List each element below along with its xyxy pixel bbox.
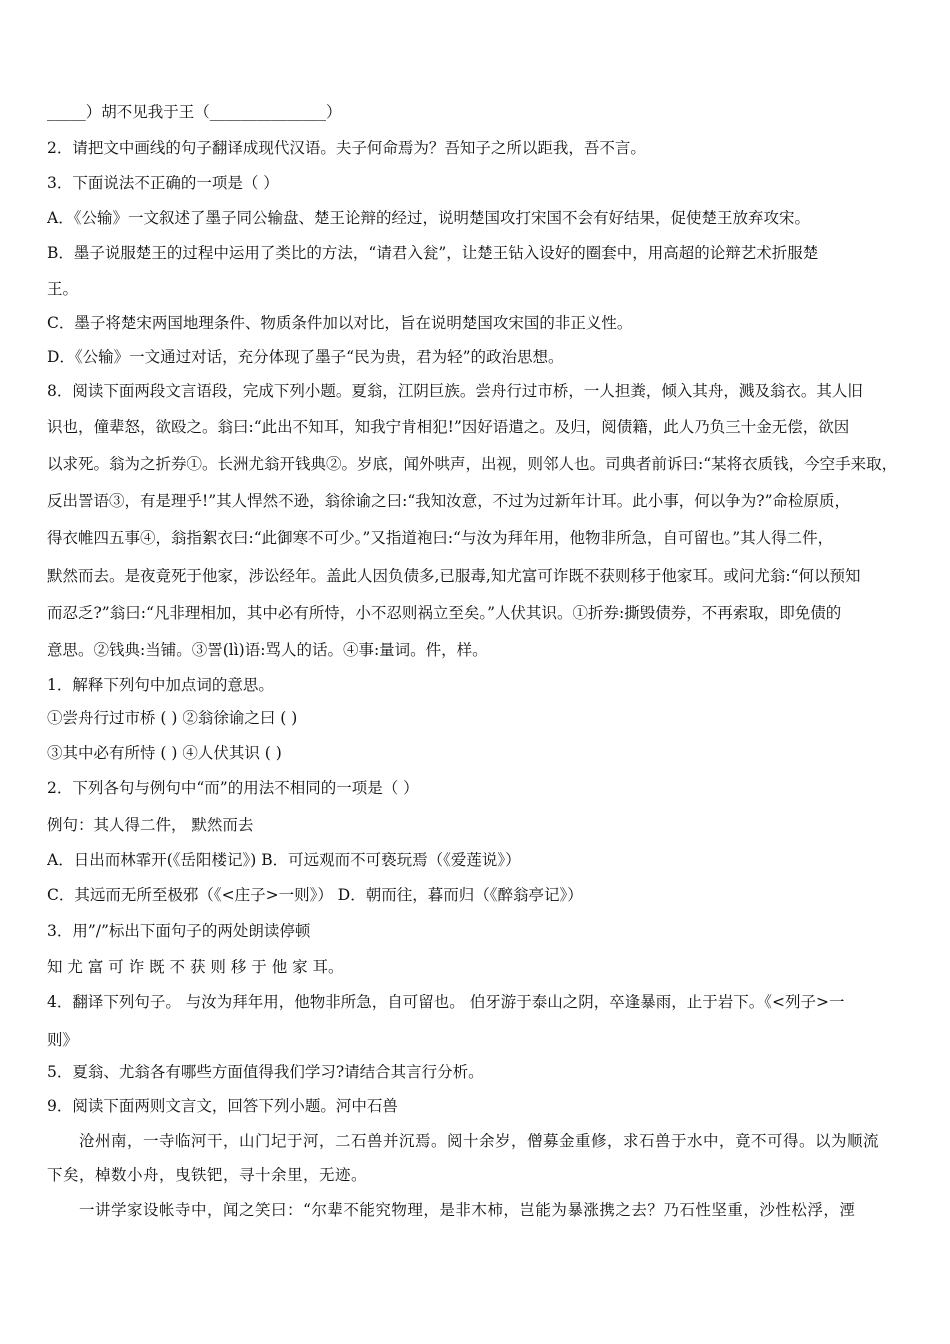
sub-question-2-line: 2．下列各句与例句中“而”的用法不相同的一项是（ ） — [47, 779, 419, 797]
choice-ab-line: A．日出而林霏开(《岳阳楼记》) B．可远观而不可亵玩焉（《爱莲说》） — [47, 851, 521, 869]
passage-8-line: 意思。②钱典:当铺。③詈(lì)语:骂人的话。④事:量词。件，样。 — [47, 641, 488, 659]
sub-question-3-line: 3．用”/”标出下面句子的两处朗读停顿 — [47, 922, 311, 940]
text-line: _____）胡不见我于王（_______________） — [47, 103, 342, 121]
option-b-line: B．墨子说服楚王的过程中运用了类比的方法，“请君入瓮”，让楚王钻入设好的圈套中，用高超的论辩艺术折服楚 — [47, 244, 819, 262]
sub-question-1-line: 1．解释下列句中加点词的意思。 — [47, 676, 274, 694]
question-2-line: 2．请把文中画线的句子翻译成现代汉语。夫子何命焉为？吾知子之所以距我，吾不言。 — [47, 139, 646, 157]
passage-9-line: 下矣，棹数小舟，曳铁钯，寻十余里，无迹。 — [47, 1166, 368, 1184]
passage-9-line: 一讲学家设帐寺中，闻之笑曰：“尔辈不能究物理，是非木柿，岂能为暴涨携之去？乃石性坚重，沙性松浮，湮 — [79, 1201, 856, 1219]
passage-8-line: 识也，僮辈怒，欲殴之。翁曰:“此出不知耳，知我宁肯相犯!”因好语遣之。及归，阅债籍，此人乃负三十金无偿，欲因 — [47, 418, 850, 436]
option-a-line: A．《公输》一文叙述了墨子同公输盘、楚王论辩的经过，说明楚国攻打宋国不会有好结果，促使楚王放弃攻宋。 — [47, 209, 810, 227]
passage-8-line: 得衣帷四五事④，翁指絮衣曰:“此御寒不可少。”又指道袍曰:“与汝为拜年用，他物非所急，自可留也。”其人得二件， — [47, 529, 834, 547]
passage-8-line: 以求死。翁为之折券①。长洲尤翁开钱典②。岁底，闻外哄声，出视，则邻人也。司典者前诉曰:“某将衣质钱，今空手来取， — [47, 455, 898, 473]
sub-question-4-line: 4．翻译下列句子。 与汝为拜年用，他物非所急，自可留也。 伯牙游于泰山之阴，卒逢暴雨，止于岩下。《<列子>一 — [47, 993, 845, 1011]
sub-question-5-line: 5．夏翁、尤翁各有哪些方面值得我们学习?请结合其言行分析。 — [47, 1063, 484, 1081]
passage-8-line: 而忍乏?”翁曰:“凡非理相加，其中必有所恃，小不忍则祸立至矣。”人伏其识。①折券:撕毁债券，不再索取，即免债的 — [47, 604, 842, 622]
option-d-line: D．《公输》一文通过对话，充分体现了墨子“民为贵，君为轻”的政治思想。 — [47, 348, 564, 366]
passage-8-line: 8．阅读下面两段文言语段，完成下列小题。夏翁，江阴巨族。尝舟行过市桥，一人担粪，倾入其舟，溅及翁衣。其人旧 — [47, 382, 863, 400]
option-c-line: C．墨子将楚宋两国地理条件、物质条件加以对比，旨在说明楚国攻宋国的非正义性。 — [47, 314, 633, 332]
question-9-line: 9．阅读下面两则文言文，回答下列小题。河中石兽 — [47, 1097, 398, 1115]
sub-question-4-continued-line: 则》 — [47, 1031, 79, 1049]
vocab-blanks-line: ③其中必有所恃 ( ) ④人伏其识 ( ) — [47, 744, 282, 762]
choice-cd-line: C．其远而无所至极邪（《<庄子>一则》） D．朝而往，暮而归（《醉翁亭记》） — [47, 886, 583, 904]
option-b-continued-line: 王。 — [47, 280, 79, 298]
passage-9-line: 沧州南，一寺临河干，山门圮于河，二石兽并沉焉。阅十余岁，僧募金重修，求石兽于水中，竟不可得。以为顺流 — [79, 1132, 880, 1150]
question-3-line: 3．下面说法不正确的一项是（ ） — [47, 174, 279, 192]
example-sentence-line: 例句：其人得二件， 默然而去 — [47, 816, 254, 834]
vocab-blanks-line: ①尝舟行过市桥 ( ) ②翁徐谕之曰 ( ) — [47, 709, 298, 727]
pause-sentence-line: 知 尤 富 可 诈 既 不 获 则 移 于 他 家 耳。 — [47, 958, 344, 976]
passage-8-line: 反出詈语③，有是理乎!”其人悍然不逊，翁徐谕之曰:“我知汝意，不过为过新年计耳。此小事，何以争为?”命检原质， — [47, 492, 851, 510]
passage-8-line: 默然而去。是夜竟死于他家，涉讼经年。盖此人因负债多,已服毒,知尤富可诈既不获则移于他家耳。或问尤翁:“何以预知 — [47, 567, 861, 585]
